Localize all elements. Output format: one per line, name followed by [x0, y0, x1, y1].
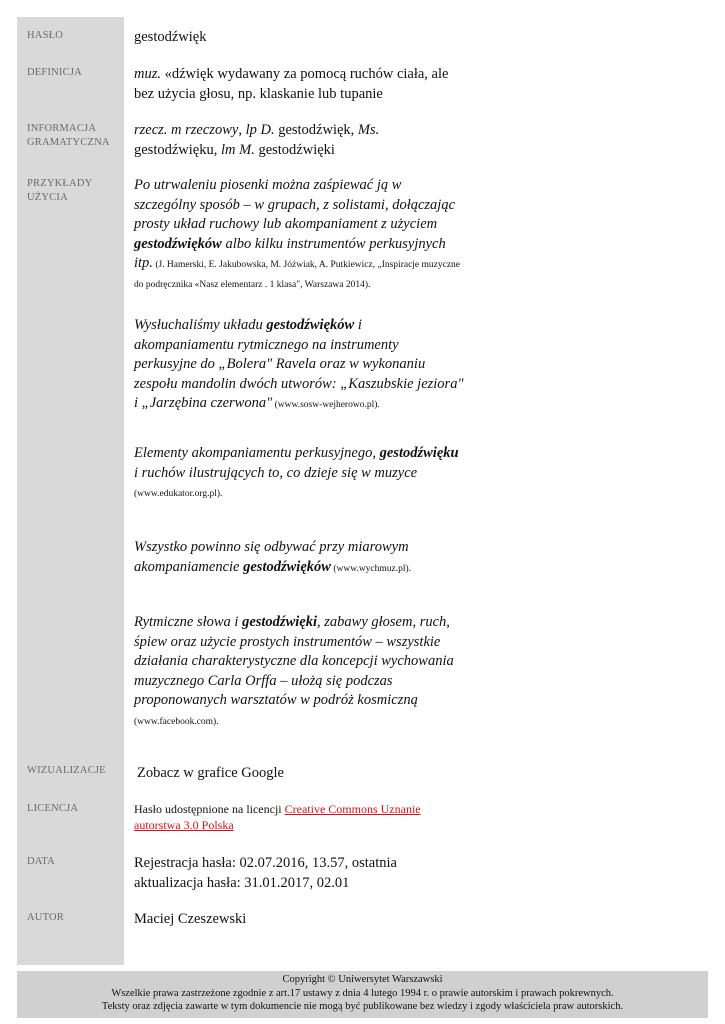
label-wizualizacje: WIZUALIZACJE	[27, 765, 106, 776]
example-source: (www.wychmuz.pl).	[330, 563, 412, 574]
example-text-end: , zabawy głosem, ruch, śpiew oraz użycie prostych instrumentów – wszystkie działania charakterystyczne dla koncepcji wychowania muzycznego Carla Orffa – ułożą się podczas proponowanych warsztatów w podróż kosmiczną	[134, 614, 454, 708]
date-info: Rejestracja hasła: 02.07.2016, 13.57, ostatnia aktualizacja hasła: 31.01.2017, 02.01	[134, 855, 397, 891]
footer-rights: Wszelkie prawa zastrzeżone zgodnie z art.17 ustawy z dnia 4 lutego 1994 r. o prawie autorskim i prawach pokrewnych.	[111, 987, 614, 999]
grammar-info	[134, 121, 434, 160]
example-2	[134, 316, 464, 414]
example-keyword: gestodźwięków	[266, 317, 355, 333]
label-informacja-line1: INFORMACJA	[27, 123, 97, 134]
example-source: (www.sosw-wejherowo.pl).	[272, 400, 380, 410]
definition	[134, 65, 454, 104]
example-text: Elementy akompaniamentu perkusyjnego,	[134, 445, 380, 461]
author: Maciej Czeszewski	[134, 911, 247, 927]
footer-notice: Teksty oraz zdjęcia zawarte w tym dokumencie nie mogą być publikowane bez wiedzy i zgody właściciela praw autorskich.	[101, 1001, 624, 1012]
headword: gestodźwięk	[134, 29, 207, 45]
grammar-ms: Ms.	[357, 122, 380, 138]
grammar-pos: rzecz. m rzeczowy	[134, 122, 239, 138]
example-text-end: i ruchów ilustrujących to, co dzieje się w muzyce	[134, 464, 418, 481]
grammar-lpd-form: gestodźwięk,	[274, 122, 358, 138]
example-keyword: gestodźwięku	[379, 445, 459, 461]
grammar-sep: ,	[238, 122, 246, 138]
label-informacja	[27, 122, 110, 150]
example-keyword: gestodźwięki	[242, 614, 317, 630]
footer-copyright: Copyright © Uniwersytet Warszawski	[282, 974, 443, 985]
example-source: (www.facebook.com).	[134, 716, 219, 727]
example-1	[134, 176, 464, 293]
license-link[interactable]: Creative Commons Uznanie autorstwa 3.0 Polska	[134, 802, 421, 832]
label-column	[17, 17, 124, 965]
grammar-lmm-form: gestodźwięki	[254, 141, 335, 158]
example-keyword: gestodźwięków	[243, 558, 331, 575]
grammar-lpd: lp D.	[245, 122, 275, 138]
example-keyword: gestodźwięków	[134, 235, 222, 252]
definition-text: «dźwięk wydawany za pomocą ruchów ciała, ale bez użycia głosu, np. klaskanie lub tupanie	[134, 66, 449, 102]
grammar-ms-form: gestodźwięku,	[134, 141, 221, 158]
label-autor: AUTOR	[27, 912, 64, 923]
example-4	[134, 538, 464, 577]
example-text: Rytmiczne słowa i	[134, 614, 243, 630]
definition-domain: muz.	[134, 66, 161, 82]
license-prefix: Hasło udostępnione na licencji	[134, 802, 285, 816]
example-source: (J. Hamerski, E. Jakubowska, M. Jóźwiak, A. Putkiewicz, „Inspiracje muzyczne do podręcznika «Nasz elementarz . 1 klasa", Warszawa 2014).	[134, 260, 461, 290]
copyright-footer	[17, 971, 708, 1018]
example-text-end: i akompaniamentu rytmicznego na instrumenty perkusyjne do „Bolera" Ravela oraz w wykonaniu zespołu mandolin dwóch utworów: „Kaszubskie jeziora" i „Jarzębina czerwona"	[134, 317, 464, 411]
label-licencja: LICENCJA	[27, 803, 79, 814]
label-haslo: HASŁO	[27, 30, 64, 41]
label-definicja: DEFINICJA	[27, 67, 82, 78]
label-data: DATA	[27, 856, 55, 867]
license-text	[134, 801, 444, 833]
google-images-link[interactable]: Zobacz w grafice Google	[137, 765, 284, 781]
grammar-lmm: lm M.	[220, 141, 255, 158]
example-text: Wszystko powinno się odbywać przy miarowym akompaniamencie	[134, 539, 409, 575]
label-przyklady-line1: PRZYKŁADY	[27, 178, 93, 189]
example-3	[134, 444, 464, 503]
example-text: Wysłuchaliśmy układu	[134, 317, 267, 333]
example-source: (www.edukator.org.pl).	[134, 489, 223, 499]
example-5	[134, 613, 464, 730]
label-przyklady	[27, 177, 92, 205]
label-przyklady-line2: UŻYCIA	[27, 192, 68, 203]
example-text: Po utrwaleniu piosenki można zaśpiewać ją w szczególny sposób – w grupach, z solistami, dołączając prosty układ ruchowy lub akompaniament z użyciem	[134, 177, 456, 232]
label-informacja-line2: GRAMATYCZNA	[27, 137, 110, 148]
example-text-end: albo kilku instrumentów perkusyjnych itp.	[134, 235, 446, 271]
